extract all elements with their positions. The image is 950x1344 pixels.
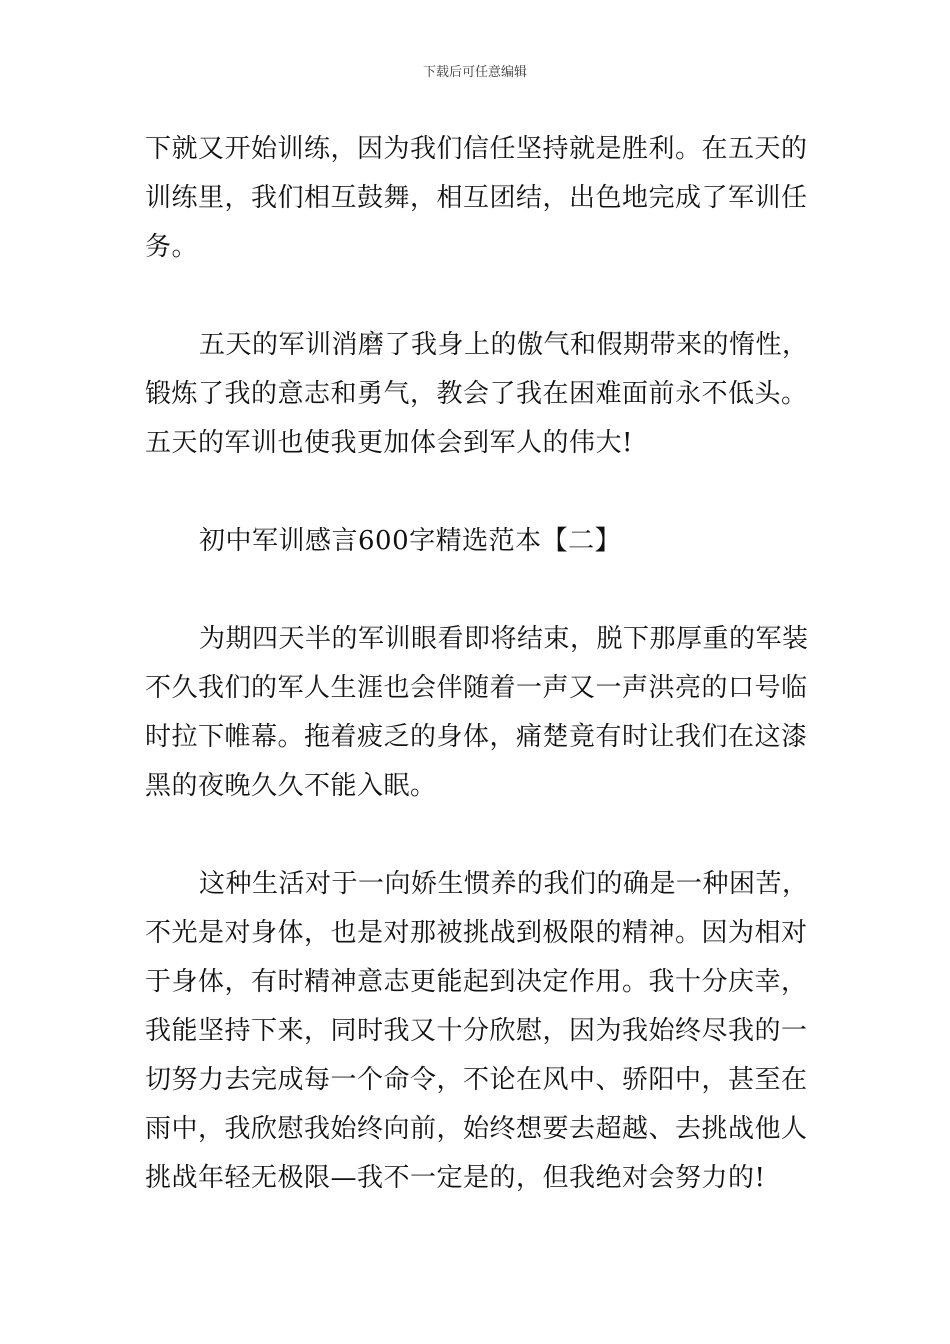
paragraph-gap — [145, 566, 810, 615]
paragraph-gap — [145, 468, 810, 517]
document-body — [145, 125, 810, 1203]
paragraph-hardship-perseverance: 这种生活对于一向娇生惯养的我们的确是一种困苦，不光是对身体，也是对那被挑战到极限的精神。因为相对于身体，有时精神意志更能起到决定作用。我十分庆幸，我能坚持下来，同时我又十分欣慰，因为我始终尽我的一切努力去完成每一个命令，不论在风中、骄阳中，甚至在雨中，我欣慰我始终向前，始终想要去超越、去挑战他人挑战年轻无极限—我不一定是的，但我绝对会努力的! — [145, 869, 809, 1193]
paragraph-continuation: 下就又开始训练，因为我们信任坚持就是胜利。在五天的训练里，我们相互鼓舞，相互团结，出色地完成了军训任务。 — [145, 134, 808, 262]
paragraph-gap — [145, 811, 810, 860]
page-header: 下载后可任意编辑 — [422, 65, 527, 80]
section-heading: 初中军训感言600字精选范本【二】 — [199, 526, 622, 556]
paragraph-military-training-reflection: 五天的军训消磨了我身上的傲气和假期带来的惰性，锻炼了我的意志和勇气，教会了我在困难面前永不低头。五天的军训也使我更加体会到军人的伟大! — [145, 330, 809, 458]
paragraph-training-ending: 为期四天半的军训眼看即将结束，脱下那厚重的军装不久我们的军人生涯也会伴随着一声又一声洪亮的口号临时拉下帷幕。拖着疲乏的身体，痛楚竟有时让我们在这漆黑的夜晚久久不能入眠。 — [145, 624, 809, 801]
paragraph-gap — [145, 272, 810, 321]
